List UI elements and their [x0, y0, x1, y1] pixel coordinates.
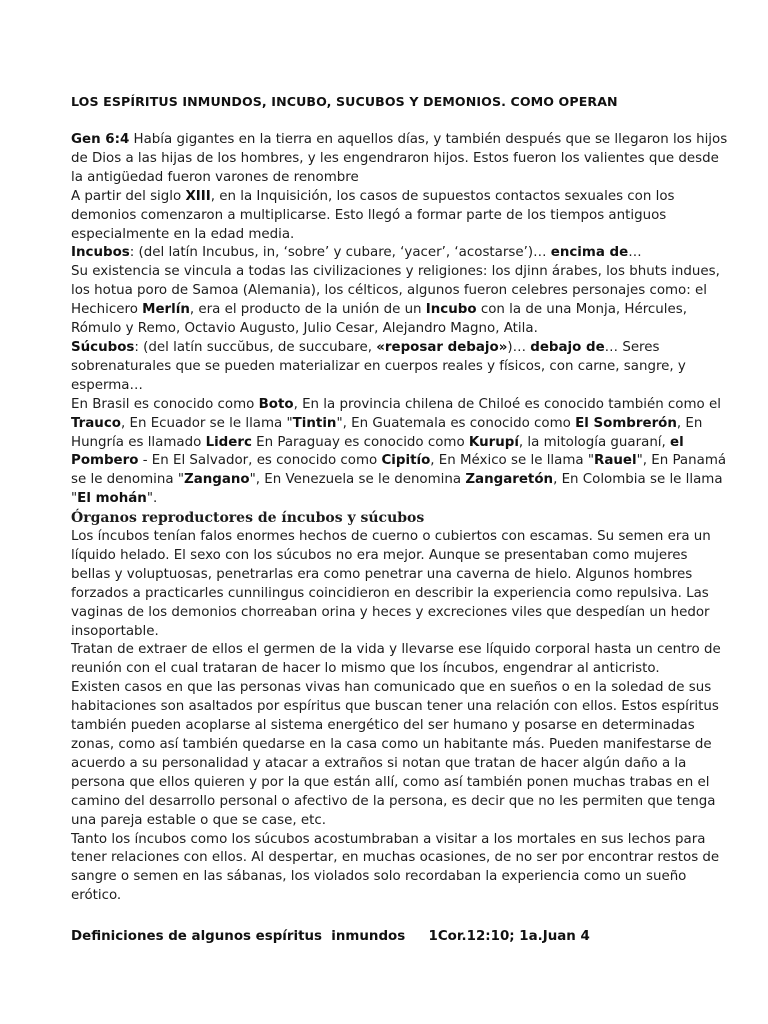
siglo-paragraph: A partir del siglo XIII, en la Inquisición, los casos de supuestos contactos sexuales con los demonios comenzaron a multiplicarse. Esto llegó a formar parte de los tiempos antiguos especialmente en la edad media.: [71, 188, 675, 242]
sucubos-term: Súcubos: [71, 339, 135, 355]
incubos-paragraph: Incubos: (del latín Incubus, in, ‘sobre’ y cubare, ‘yacer’, ‘acostarse’)… encima de…: [71, 245, 642, 261]
tanto-paragraph: Tanto los íncubos como los súcubos acostumbraban a visitar a los mortales en sus lechos para tener relaciones con ellos. Al despertar, en muchas ocasiones, de no ser por encontrar restos de sangre o semen en las sábanas, los violados solo recordaban la experiencia como un sueño erótico.: [71, 831, 720, 904]
existen-paragraph: Existen casos en que las personas vivas han comunicado que en sueños o en la soledad de sus habitaciones son asaltados por espíritus que buscan tener una relación con ellos. Estos espíritus también pueden acoplarse al sistema energético del ser humano y posarse en determinadas zonas, como así también quedarse en la casa como un habitante más. Pueden manifestarse de acuerdo a su personalidad y atacar a extraños si notan que tratan de hacer algún daño a la persona que ellos quieren y por la que están allí, como así también ponen muchas trabas en el camino del desarrollo personal o afectivo de la persona, es decir que no les permiten que tenga una pareja estable o que se case, etc.: [71, 680, 719, 828]
brasil-paragraph: En Brasil es conocido como Boto, En la provincia chilena de Chiloé es conocido también como el Trauco, En Ecuador se le llama "Tintin", En Guatemala es conocido como El Sombrerón, En Hungría es llamado Liderc En Paraguay es conocido como Kurupí, la mitología guaraní, el Pombero - En El Salvador, es conocido como Cipitío, En México se le llama "Rauel", En Panamá se le denomina "Zangano", En Venezuela se le denomina Zangaretón, En Colombia se le llama "El mohán".: [71, 396, 727, 507]
document-title: LOS ESPÍRITUS INMUNDOS, INCUBO, SUCUBOS Y DEMONIOS. COMO OPERAN: [71, 94, 618, 109]
bible-reference: Gen 6:4: [71, 132, 130, 147]
document-body: [71, 131, 731, 906]
section-heading-definiciones: Definiciones de algunos espíritus inmundos 1Cor.12:10; 1a.Juan 4: [71, 929, 590, 944]
existencia-paragraph: Su existencia se vincula a todas las civilizaciones y religiones: los djinn árabes, los bhuts indues, los hotua poro de Samoa (Alemania), los célticos, algunos fueron celebres personajes como: el Hechicero Merlín, era el producto de la unión de un Incubo con la de una Monja, Hércules, Rómulo y Remo, Octavio Augusto, Julio Cesar, Alejandro Magno, Atila.: [71, 264, 720, 337]
genesis-paragraph: Gen 6:4 Había gigantes en la tierra en aquellos días, y también después que se llegaron los hijos de Dios a las hijas de los hombres, y les engendraron hijos. Estos fueron los valientes que desde la antigüedad fueron varones de renombre: [71, 132, 728, 185]
sucubos-paragraph: Súcubos: (del latín succŭbus, de succubare, «reposar debajo»)… debajo de… Seres sobrenaturales que se pueden materializar en cuerpos reales y físicos, con carne, sangre, y esperma…: [71, 339, 686, 393]
organos-paragraph: Los íncubos tenían falos enormes hechos de cuerno o cubiertos con escamas. Su semen era un líquido helado. El sexo con los súcubos no era mejor. Aunque se presentaban como mujeres bellas y voluptuosas, penetrarlas era como penetrar una caverna de hielo. Algunos hombres forzados a practicarles cunnilingus coincidieron en describir la experiencia como repulsiva. Las vaginas de los demonios chorreaban orina y heces y excreciones viles que despedían un hedor insoportable.: [71, 529, 711, 639]
section-heading-organos: Órganos reproductores de íncubos y súcubos: [71, 510, 425, 527]
tratan-paragraph: Tratan de extraer de ellos el germen de la vida y llevarse ese líquido corporal hasta un centro de reunión con el cual trataran de hacer lo mismo que los íncubos, engendrar al anticristo.: [71, 642, 721, 677]
incubos-term: Incubos: [71, 245, 130, 261]
